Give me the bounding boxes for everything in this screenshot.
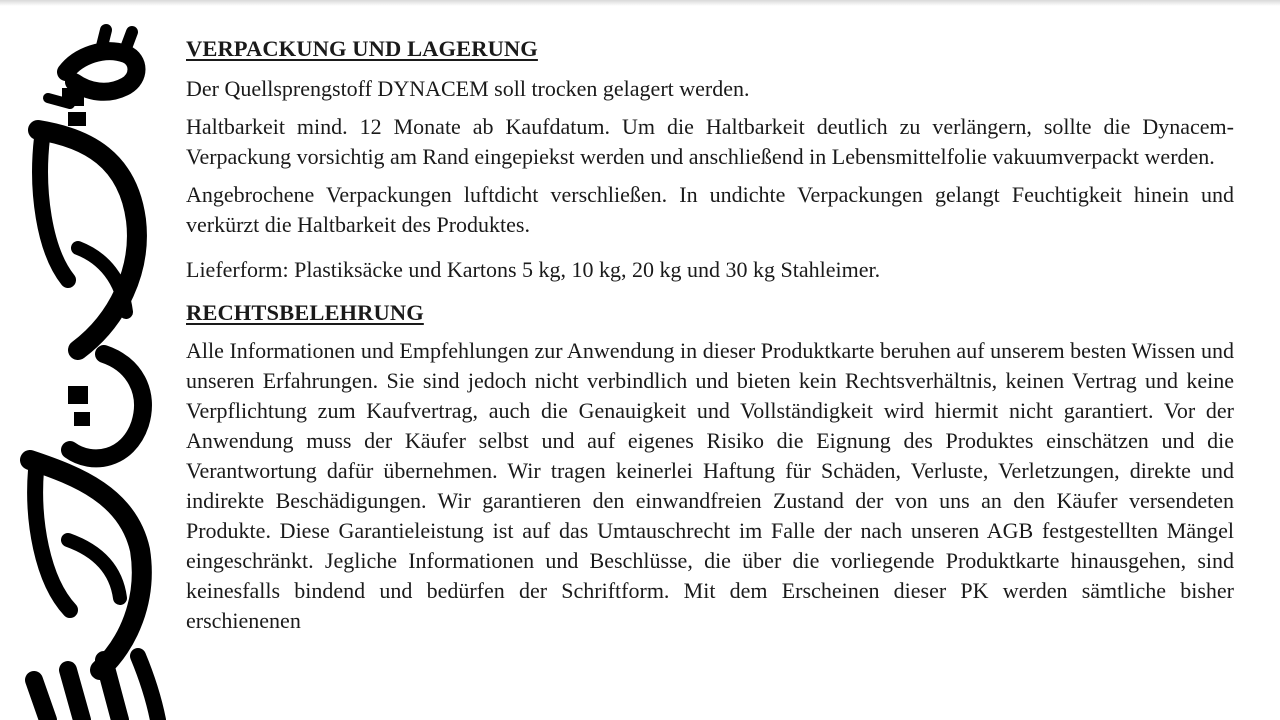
shelf-life-paragraph: Haltbarkeit mind. 12 Monate ab Kaufdatum. Um die Haltbarkeit deutlich zu verlängern, sollte die Dynacem-Verpackung vorsichtig am Rand eingepiekst werden und anschließend in Lebensmittelfolie vakuumverpackt werden. xyxy=(186,114,1234,169)
document-body xyxy=(186,34,1234,636)
heading-legal-notice: RECHTSBELEHRUNG xyxy=(186,300,424,325)
delivery-form-paragraph: Lieferform: Plastiksäcke und Kartons 5 kg, 10 kg, 20 kg und 30 kg Stahleimer. xyxy=(186,257,881,282)
handwritten-watermark xyxy=(8,20,168,720)
scan-edge xyxy=(0,0,1280,6)
storage-paragraph: Der Quellsprengstoff DYNACEM soll trocken gelagert werden. xyxy=(186,76,750,101)
heading-packaging-storage: VERPACKUNG UND LAGERUNG xyxy=(186,36,538,61)
legal-notice-paragraph: Alle Informationen und Empfehlungen zur Anwendung in dieser Produktkarte beruhen auf unserem besten Wissen und unseren Erfahrungen. Sie sind jedoch nicht verbindlich und bieten kein Rechtsverhältnis, keinen Vertrag und keine Verpflichtung zum Kaufvertrag, auch die Genauigkeit und Vollständigkeit wird hiermit nicht garantiert. Vor der Anwendung muss der Käufer selbst und auf eigenes Risiko die Eignung des Produktes einschätzen und die Verantwortung dafür übernehmen. Wir tragen keinerlei Haftung für Schäden, Verluste, Verletzungen, direkte und indirekte Beschädigungen. Wir garantieren den einwandfreien Zustand der von uns an den Käufer versendeten Produkte. Diese Garantieleistung ist auf das Umtauschrecht im Falle der nach unseren AGB festgestellten Mängel eingeschränkt. Jegliche Informationen und Beschlüsse, die über die vorliegende Produktkarte hinausgehen, sind keinesfalls bindend und bedürfen der Schriftform. Mit dem Erscheinen dieser PK werden sämtliche bisher erschienenen xyxy=(186,338,1234,633)
watermark-glyphs-icon xyxy=(8,20,168,720)
opened-packaging-paragraph: Angebrochene Verpackungen luftdicht verschließen. In undichte Verpackungen gelangt Feuchtigkeit hinein und verkürzt die Haltbarkeit des Produktes. xyxy=(186,182,1234,237)
